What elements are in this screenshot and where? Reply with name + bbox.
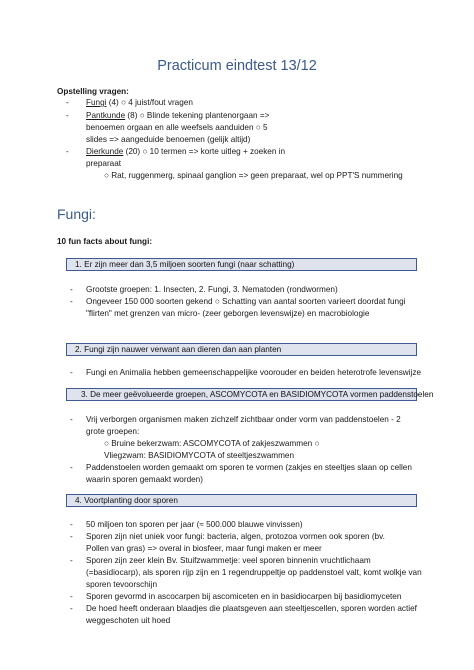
fact-title: 2. Fungi zijn nauwer verwant aan dieren dan aan planten	[75, 345, 282, 354]
pantkunde-term: Pantkunde	[86, 111, 126, 120]
fungi-term: Fungi	[86, 98, 107, 107]
section-heading: Fungi:	[57, 206, 96, 222]
pantkunde-detail: (8) ○ Blinde tekening plantenorgaan =>	[125, 111, 270, 120]
bullet-dash: -	[70, 520, 73, 529]
fact-line: Pollen van gras) => overal in biosfeer, maar fungi maken er meer	[86, 544, 322, 553]
fact-line: ○ Bruine bekerzwam: ASCOMYCOTA of zakjeszwammen ○	[104, 439, 320, 448]
fact-line: Paddenstoelen worden gemaakt om sporen te vormen (zakjes en steeltjes slaan op cellen	[86, 463, 412, 472]
fact-line: weggeschoten uit hoed	[86, 616, 171, 625]
bullet-dash: -	[70, 368, 73, 377]
bullet-dash: -	[70, 415, 73, 424]
fungi-detail: (4) ○ 4 juist/fout vragen	[106, 98, 193, 107]
pantkunde-line-2: benoemen orgaan en alle weefsels aanduiden ○ 5	[86, 123, 268, 132]
bullet-dash: -	[70, 532, 73, 541]
fact-line: Vrij verborgen organismen maken zichzelf zichtbaar onder vorm van paddenstoelen - 2	[86, 415, 401, 424]
fact-title: 4. Voortplanting door sporen	[75, 496, 178, 505]
fact-line: waarin sporen gemaakt worden)	[86, 475, 203, 484]
fact-line: Sporen zijn zeer klein Bv. Stuifzwammetje: veel sporen binnenin vruchtlichaam	[86, 556, 371, 565]
fact-line: Vliegzwam: BASIDIOMYCOTA of steeltjeszwammen	[104, 451, 295, 460]
bullet-dash: -	[70, 556, 73, 565]
bullet-dash: -	[70, 592, 73, 601]
fact-box	[66, 258, 417, 271]
fact-line: Sporen zijn niet uniek voor fungi: bacteria, algen, protozoa vormen ook sporen (bv.	[86, 532, 385, 541]
fact-line: De hoed heeft onderaan blaadjes die plaatsgeven aan steeltjescellen, sporen worden actief	[86, 604, 417, 613]
facts-heading: 10 fun facts about fungi:	[57, 237, 153, 246]
bullet-dash: -	[66, 111, 69, 120]
dierkunde-line-3: ○ Rat, ruggenmerg, spinaal ganglion => geen preparaat, wel op PPT'S nummering	[104, 171, 403, 180]
page-title: Practicum eindtest 13/12	[157, 58, 317, 74]
fact-line: grote groepen:	[86, 427, 140, 436]
fact-line: 50 miljoen ton sporen per jaar (≈ 500.000 blauwe vinvissen)	[86, 520, 303, 529]
pantkunde-line	[86, 110, 269, 121]
fact-line: "flirten" met grenzen van micro- (zeer geborgen levenswijze) en macrobiologie	[86, 309, 370, 318]
fact-line: Sporen gevormd in ascocarpen bij ascomiceten en in basidiocarpen bij basidiomyceten	[86, 592, 402, 601]
fact-box	[66, 388, 434, 401]
fact-line: Ongeveer 150 000 soorten gekend ○ Schatting van aantal soorten varieert doordat fungi	[86, 297, 406, 306]
fact-line: sporen tevoorschijn	[86, 580, 157, 589]
fungi-line	[86, 97, 193, 108]
dierkunde-line	[86, 146, 285, 157]
bullet-dash: -	[66, 147, 69, 156]
fact-box	[66, 343, 417, 356]
pantkunde-line-3: slides => aangeduide benoemen (gelijk altijd)	[86, 135, 251, 144]
fact-line: Grootste groepen: 1. Insecten, 2. Fungi, 3. Nematoden (rondwormen)	[86, 285, 338, 294]
bullet-dash: -	[70, 297, 73, 306]
fact-title: 3. De meer geëvolueerde groepen, ASCOMYCOTA en BASIDIOMYCOTA vormen paddenstoelen	[81, 390, 434, 399]
opstelling-heading: Opstelling vragen:	[57, 87, 129, 96]
dierkunde-detail: (20) ○ 10 termen => korte uitleg + zoeken in	[123, 147, 286, 156]
bullet-dash: -	[70, 463, 73, 472]
bullet-dash: -	[66, 98, 69, 107]
fact-box	[66, 494, 417, 507]
fact-line: (=basidiocarp), als sporen rijp zijn en 1 regendruppeltje op paddenstoel valt, komt wolkje van	[86, 568, 422, 577]
bullet-dash: -	[70, 285, 73, 294]
fact-title: 1. Er zijn meer dan 3,5 miljoen soorten fungi (naar schatting)	[75, 260, 295, 269]
fact-line: Fungi en Animalia hebben gemeenschappelijke voorouder en beiden heterotrofe levenswijze	[86, 368, 421, 377]
dierkunde-term: Dierkunde	[86, 147, 124, 156]
dierkunde-line-2: preparaat	[86, 159, 122, 168]
bullet-dash: -	[70, 604, 73, 613]
